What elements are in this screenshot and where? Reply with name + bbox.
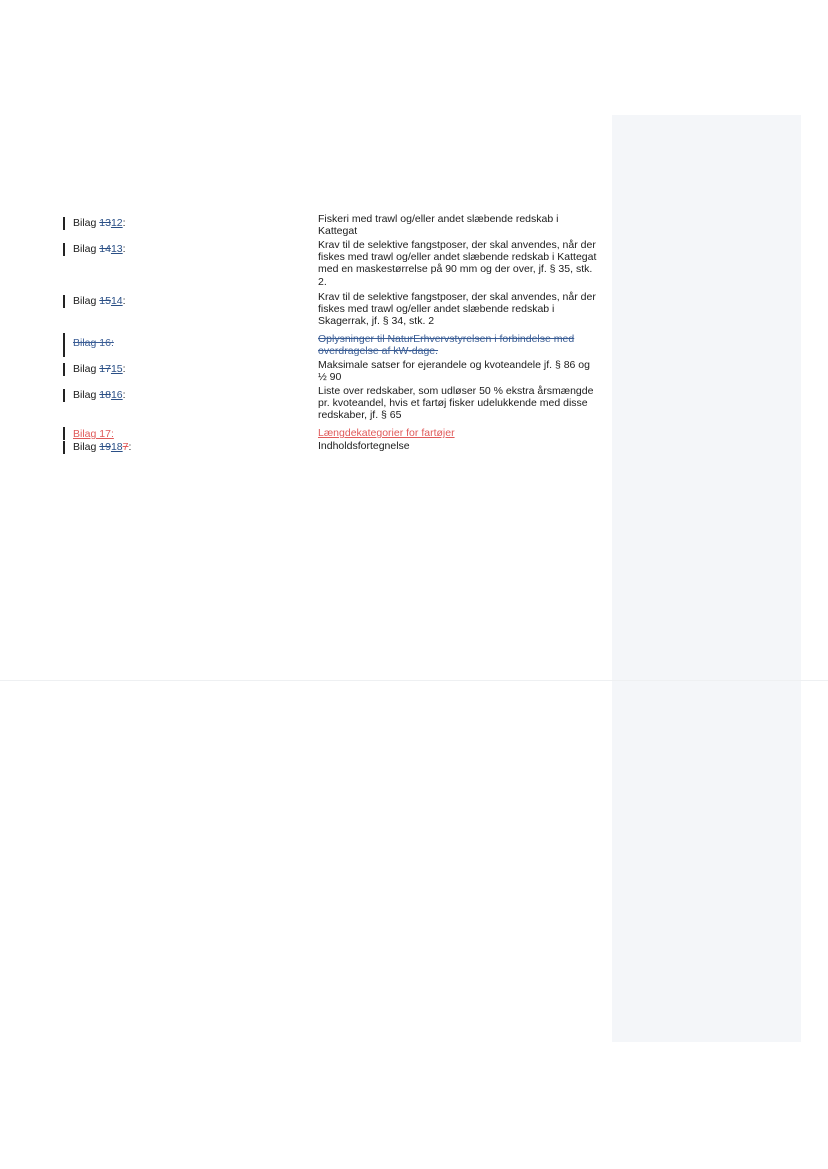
label-suffix: : <box>122 243 126 255</box>
label-suffix: : <box>122 389 126 401</box>
inserted-number: 16 <box>110 389 123 401</box>
annex-description: Fiskeri med trawl og/eller andet slæbende redskab i Kattegat <box>318 213 559 238</box>
label-prefix: Bilag <box>73 389 100 401</box>
inserted-number: 12 <box>110 217 123 229</box>
label-prefix: Bilag <box>73 363 100 375</box>
annex-label <box>73 363 126 376</box>
change-bar <box>63 441 65 454</box>
change-bar <box>63 363 65 376</box>
change-bar <box>63 243 65 256</box>
label-prefix: Bilag <box>73 243 100 255</box>
label-suffix: : <box>128 441 132 453</box>
deleted-number: 15 <box>99 295 111 307</box>
deleted-digit: 7 <box>122 441 129 453</box>
annex-label <box>73 243 126 256</box>
fold-line <box>0 680 828 681</box>
inserted-number: 13 <box>110 243 123 255</box>
deleted-number: 19 <box>99 441 111 453</box>
label-prefix: Bilag <box>73 441 100 453</box>
annex-description: Indholdsfortegnelse <box>318 440 410 452</box>
annex-label <box>73 217 126 230</box>
side-panel <box>612 115 801 1042</box>
annex-description: Oplysninger til NaturErhvervstyrelsen i forbindelse med overdragelse af kW-dage. <box>318 333 575 358</box>
change-bar <box>63 389 65 402</box>
annex-label <box>73 389 126 402</box>
annex-description: Længdekategorier for fartøjer <box>318 427 455 439</box>
inserted-number: 18 <box>110 441 123 453</box>
deleted-number: 17 <box>99 363 111 375</box>
inserted-number: 15 <box>110 363 123 375</box>
annex-description: Maksimale satser for ejerandele og kvoteandele jf. § 86 og ½ 90 <box>318 359 590 384</box>
annex-label: Bilag 17: <box>73 428 114 440</box>
annex-label: Bilag 16: <box>73 337 114 349</box>
change-bar <box>63 427 65 440</box>
deleted-number: 18 <box>99 389 111 401</box>
label-suffix: : <box>122 363 126 375</box>
annex-label <box>73 441 131 454</box>
label-prefix: Bilag <box>73 295 100 307</box>
inserted-number: 14 <box>110 295 123 307</box>
deleted-number: 14 <box>99 243 111 255</box>
annex-description: Krav til de selektive fangstposer, der skal anvendes, når der fiskes med trawl og/eller andet slæbende redskab i Kattegat med en maskestørrelse på 90 mm og der over, jf. § 35, stk. 2. <box>318 239 597 288</box>
deleted-number: 13 <box>99 217 111 229</box>
change-bar <box>63 333 65 357</box>
annex-label <box>73 295 126 308</box>
label-suffix: : <box>122 295 126 307</box>
change-bar <box>63 217 65 230</box>
annex-description: Liste over redskaber, som udløser 50 % ekstra årsmængde pr. kvoteandel, hvis et fartøj fisker udelukkende med disse redskaber, jf. § 65 <box>318 385 594 422</box>
change-bar <box>63 295 65 308</box>
label-suffix: : <box>122 217 126 229</box>
label-prefix: Bilag <box>73 217 100 229</box>
annex-description: Krav til de selektive fangstposer, der skal anvendes, når der fiskes med trawl og/eller andet slæbende redskab i Skagerrak, jf. § 34, stk. 2 <box>318 291 596 328</box>
